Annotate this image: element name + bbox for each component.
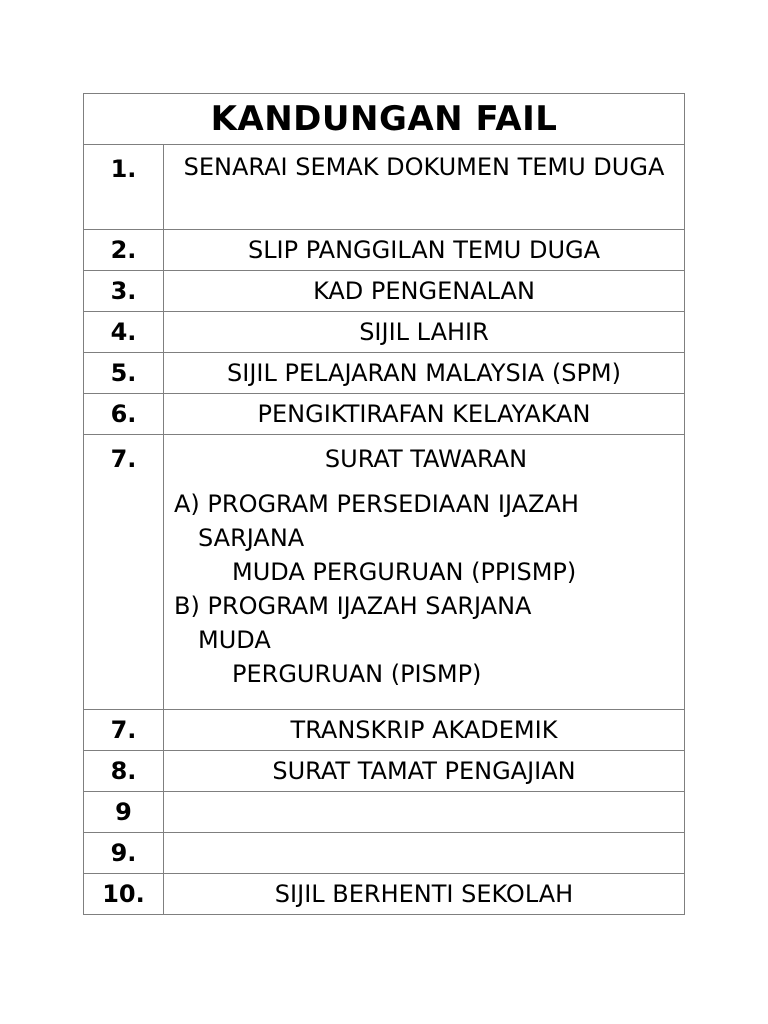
row-number: 9. [84, 833, 164, 874]
sub-item-line: MUDA PERGURUAN (PPISMP) [232, 558, 577, 586]
table-row [84, 394, 685, 435]
table-row [84, 710, 685, 751]
row-number: 6. [84, 394, 164, 435]
row-text [164, 792, 685, 833]
sub-item-list [174, 487, 678, 691]
row-number: 7. [84, 435, 164, 710]
row-text: SIJIL LAHIR [164, 312, 685, 353]
row-number: 3. [84, 271, 164, 312]
row-text: SURAT TAWARAN [324, 445, 528, 473]
sub-item-line: MUDA [198, 626, 271, 654]
contents-table [83, 93, 685, 915]
sub-item-marker: B) [174, 592, 200, 620]
sub-item-b [174, 589, 678, 691]
sub-item-line: PROGRAM PERSEDIAAN IJAZAH [207, 490, 579, 518]
sub-item-marker: A) [174, 490, 200, 518]
table-row [84, 751, 685, 792]
row-number: 4. [84, 312, 164, 353]
row-number: 8. [84, 751, 164, 792]
table-row [84, 435, 685, 710]
row-text: SIJIL PELAJARAN MALAYSIA (SPM) [164, 353, 685, 394]
table-row [84, 145, 685, 230]
row-text: KAD PENGENALAN [164, 271, 685, 312]
row-text: SIJIL BERHENTI SEKOLAH [164, 874, 685, 915]
table-row [84, 874, 685, 915]
row-text: TRANSKRIP AKADEMIK [164, 710, 685, 751]
table-row [84, 792, 685, 833]
table-row [84, 312, 685, 353]
sub-item-a [174, 487, 678, 589]
row-number: 7. [84, 710, 164, 751]
row-number: 2. [84, 230, 164, 271]
table-title-row [84, 94, 685, 145]
table-row [84, 271, 685, 312]
document-sheet [83, 93, 685, 915]
row-number: 10. [84, 874, 164, 915]
sub-item-line: PERGURUAN (PISMP) [232, 660, 482, 688]
row-text: SURAT TAMAT PENGAJIAN [164, 751, 685, 792]
table-title: KANDUNGAN FAIL [84, 94, 685, 145]
row-text [164, 833, 685, 874]
table-row [84, 833, 685, 874]
table-row [84, 230, 685, 271]
row-number: 9 [84, 792, 164, 833]
row-number: 1. [84, 145, 164, 230]
row-text-block [164, 435, 685, 710]
sub-item-line: PROGRAM IJAZAH SARJANA [207, 592, 532, 620]
row-text: SENARAI SEMAK DOKUMEN TEMU DUGA [164, 145, 685, 230]
sub-item-line: SARJANA [198, 524, 305, 552]
table-row [84, 353, 685, 394]
row-text: PENGIKTIRAFAN KELAYAKAN [164, 394, 685, 435]
row-number: 5. [84, 353, 164, 394]
row-text: SLIP PANGGILAN TEMU DUGA [164, 230, 685, 271]
